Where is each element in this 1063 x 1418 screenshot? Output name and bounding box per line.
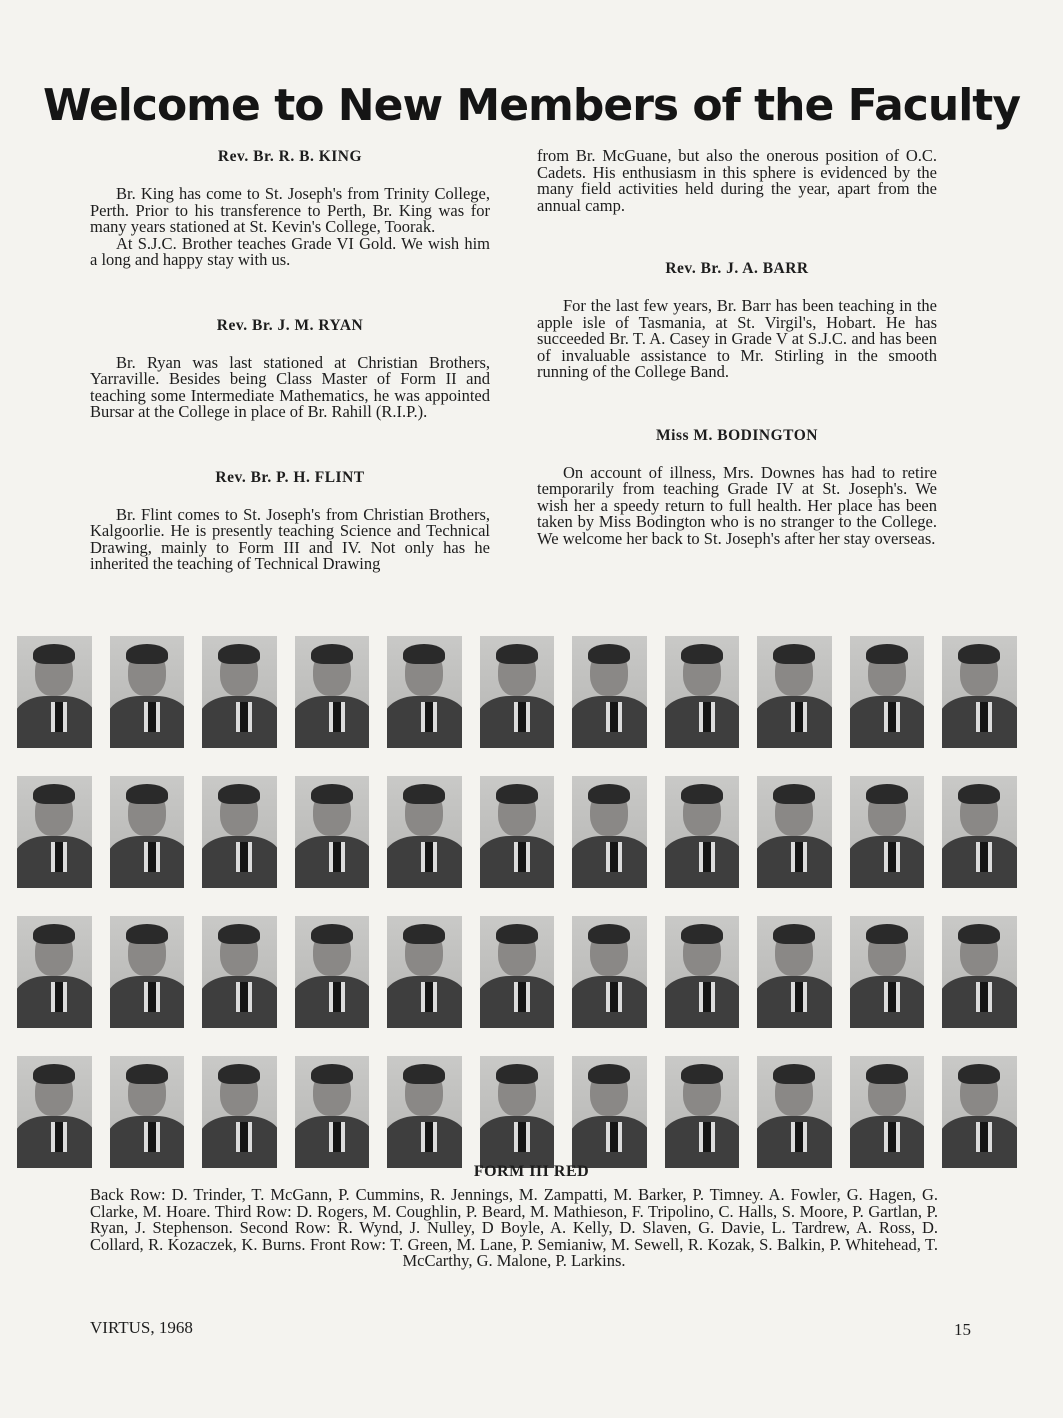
student-portrait [942, 636, 1017, 748]
student-portrait [757, 1056, 832, 1168]
right-column [537, 148, 937, 547]
student-portrait [202, 916, 277, 1028]
student-portrait [572, 776, 647, 888]
student-portrait [850, 636, 925, 748]
class-caption-names: Back Row: D. Trinder, T. McGann, P. Cummins, R. Jennings, M. Zampatti, M. Barker, P. Timney. A. Fowler, G. Hagen, G. Clarke, M. Hoare. Third Row: D. Rogers, M. Coughlin, P. Beard, M. Mathieson, F. Tripolino, C. Halls, S. Moore, P. Gartlan, P. Ryan, J. Stephenson. Second Row: R. Wynd, J. Nulley, D Boyle, A. Kelly, D. Slaven, G. Davie, L. Tardrew, A. Ross, D. Collard, R. Kozaczek, K. Burns. Front Row: T. Green, M. Lane, P. Semianiw, M. Sewell, R. Kozak, S. Balkin, P. Whitehead, T. McCarthy, G. Malone, P. Larkins. [90, 1185, 938, 1271]
student-portrait [665, 636, 740, 748]
student-portrait [757, 636, 832, 748]
barr-paragraph: For the last few years, Br. Barr has been teaching in the apple isle of Tasmania, at St. Virgil's, Hobart. He has succeeded Br. T. A. Casey in Grade V at S.J.C. and has been of invaluable assistance to Mr. Stirling in the smooth running of the College Band. [537, 296, 937, 381]
student-portrait [572, 916, 647, 1028]
left-column [90, 148, 490, 573]
ryan-paragraph: Br. Ryan was last stationed at Christian Brothers, Yarraville. Besides being Class Master of Form II and teaching some Intermediate Mathematics, he was appointed Bursar at the College in place of Br. Rahill (R.I.P.). [90, 352, 490, 421]
student-portrait [480, 776, 555, 888]
student-portrait [202, 636, 277, 748]
student-portrait [850, 776, 925, 888]
student-portrait [572, 1056, 647, 1168]
king-heading: Rev. Br. R. B. KING [217, 148, 363, 165]
student-portrait [110, 1056, 185, 1168]
student-portrait [942, 1056, 1017, 1168]
student-portrait [665, 916, 740, 1028]
student-portrait [17, 636, 92, 748]
student-portrait [110, 916, 185, 1028]
student-portrait [387, 636, 462, 748]
flint-paragraph: Br. Flint comes to St. Joseph's from Christian Brothers, Kalgoorlie. He is presently teaching Science and Technical Drawing, mainly to Form III and IV. Not only has he inherited the teaching of Technical Drawing [90, 504, 490, 573]
ryan-heading: Rev. Br. J. M. RYAN [216, 316, 364, 334]
king-paragraph-2: At S.J.C. Brother teaches Grade VI Gold. We wish him a long and happy stay with us. [90, 233, 490, 269]
student-portrait [17, 1056, 92, 1168]
student-portrait [850, 1056, 925, 1168]
student-portrait [942, 916, 1017, 1028]
student-portrait [295, 916, 370, 1028]
photo-row [17, 776, 1017, 888]
student-portrait [480, 916, 555, 1028]
page-title: Welcome to New Members of the Faculty [42, 80, 1021, 131]
footer-page-number: 15 [954, 1320, 971, 1339]
student-portrait [202, 1056, 277, 1168]
student-portrait [202, 776, 277, 888]
student-portrait [665, 1056, 740, 1168]
student-portrait [110, 636, 185, 748]
student-portrait [757, 776, 832, 888]
student-portrait [295, 776, 370, 888]
student-portrait [17, 916, 92, 1028]
student-portrait [480, 636, 555, 748]
flint-continued-paragraph: from Br. McGuane, but also the onerous position of O.C. Cadets. His enthusiasm in this sphere is evidenced by the many field activities held during the year, apart from the annual camp. [537, 146, 937, 215]
student-portrait [942, 776, 1017, 888]
photo-row [17, 916, 1017, 1028]
student-portrait [665, 776, 740, 888]
student-portrait [572, 636, 647, 748]
king-paragraph-1: Br. King has come to St. Joseph's from Trinity College, Perth. Prior to his transference to Perth, Br. King was for many years stationed at St. Kevin's College, Toorak. [90, 184, 490, 236]
student-portrait [387, 1056, 462, 1168]
student-portrait [757, 916, 832, 1028]
student-portrait [295, 1056, 370, 1168]
student-portrait [480, 1056, 555, 1168]
bodington-heading: Miss M. BODINGTON [656, 426, 818, 444]
flint-heading: Rev. Br. P. H. FLINT [215, 468, 365, 486]
photo-row [17, 636, 1017, 748]
class-photo-grid [17, 636, 1017, 1196]
student-portrait [295, 636, 370, 748]
student-portrait [387, 776, 462, 888]
student-portrait [110, 776, 185, 888]
photo-row [17, 1056, 1017, 1168]
bodington-paragraph: On account of illness, Mrs. Downes has had to retire temporarily from teaching Grade IV at St. Joseph's. We wish her a speedy return to full health. Her place has been taken by Miss Bodington who is no stranger to the College. We welcome her back to St. Joseph's after her stay overseas. [537, 462, 937, 548]
student-portrait [17, 776, 92, 888]
class-caption-title: FORM III RED [473, 1163, 590, 1180]
student-portrait [387, 916, 462, 1028]
student-portrait [850, 916, 925, 1028]
barr-heading: Rev. Br. J. A. BARR [665, 260, 809, 277]
footer-publication: VIRTUS, 1968 [90, 1318, 193, 1337]
